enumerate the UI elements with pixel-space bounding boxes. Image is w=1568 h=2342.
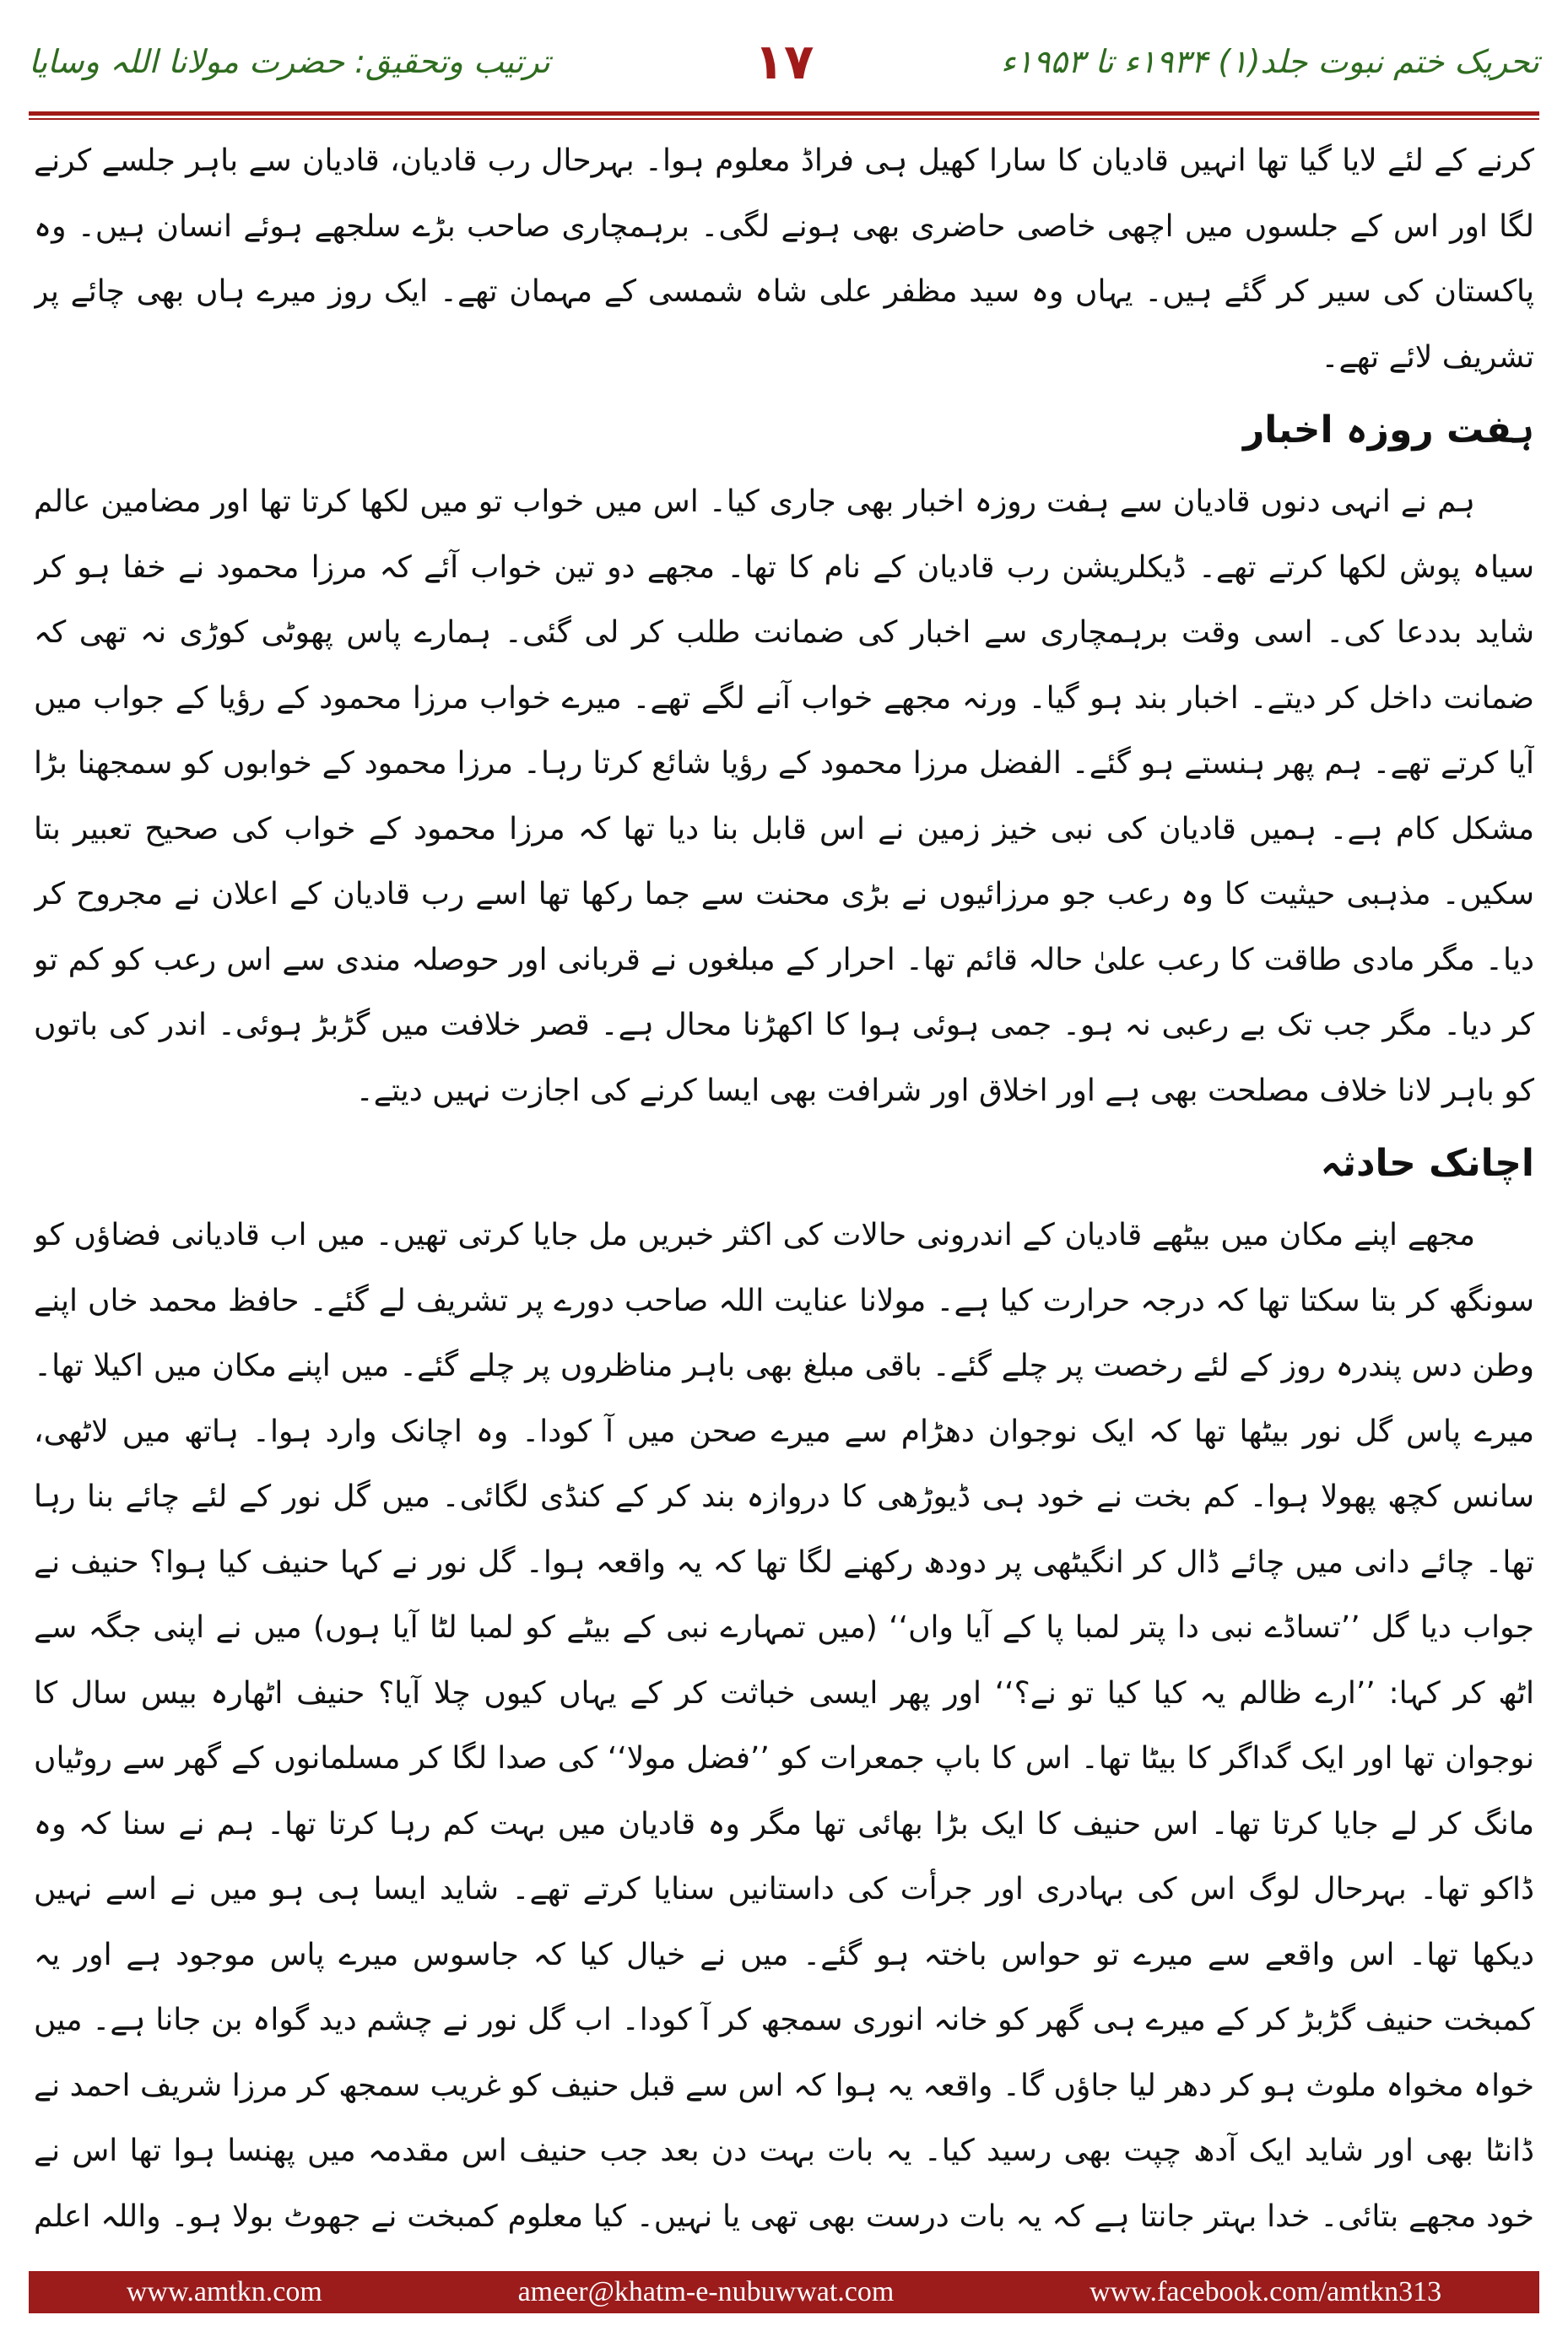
paragraph-sudden-incident: مجھے اپنے مکان میں بیٹھے قادیان کے اندرونی حالات کی اکثر خبریں مل جایا کرتی تھیں۔ میں اب قادیانی فضاؤں کو سونگھ کر بتا سکتا تھا کہ درجہ حرارت کیا ہے۔ مولانا عنایت اللہ صاحب دورے پر تشریف لے گئے۔ حافظ محمد خاں اپنے وطن دس پندرہ روز کے لئے رخصت پر چلے گئے۔ باقی مبلغ بھی باہر مناظروں پر چلے گئے۔ میں اپنے مکان میں اکیلا تھا۔ میرے پاس گل نور بیٹھا تھا کہ ایک نوجوان دھڑام سے میرے صحن میں آ کودا۔ وہ اچانک وارد ہوا۔ ہاتھ میں لاٹھی، سانس کچھ پھولا ہوا۔ کم بخت نے خود ہی ڈیوڑھی کا دروازہ بند کر کے کنڈی لگائی۔ میں گل نور کے لئے چائے بنا رہا تھا۔ چائے دانی میں چائے ڈال کر انگیٹھی پر دودھ رکھنے لگا تھا کہ یہ واقعہ ہوا۔ گل نور نے کہا حنیف کیا ہوا؟ حنیف نے جواب دیا گل ’’تساڈے نبی دا پتر لمبا پا کے آیا واں‘‘ (میں تمہارے نبی کے بیٹے کو لمبا لٹا آیا ہوں) میں نے اپنی جگہ سے اٹھ کر کہا: ’’ارے ظالم یہ کیا کیا تو نے؟‘‘ اور پھر ایسی خباثت کر کے یہاں کیوں چلا آیا؟ حنیف اٹھارہ بیس سال کا نوجوان تھا اور ایک گداگر کا بیٹا تھا۔ اس کا باپ جمعرات کو ’’فضل مولا‘‘ کی صدا لگا کر مسلمانوں کے گھر سے روٹیاں مانگ کر لے جایا کرتا تھا۔ اس حنیف کا ایک بڑا بھائی تھا مگر وہ قادیان میں بہت کم رہا کرتا تھا۔ ہم نے سنا کہ وہ ڈاکو تھا۔ بہرحال لوگ اس کی بہادری اور جرأت کی داستانیں سنایا کرتے تھے۔ شاید ایسا ہی ہو میں نے اسے نہیں دیکھا تھا۔ اس واقعے سے میرے تو حواس باختہ ہو گئے۔ میں نے خیال کیا کہ جاسوس میرے پاس موجود ہے اور یہ کمبخت حنیف گڑبڑ کر کے میرے ہی گھر کو خانہ انوری سمجھ کر آ کودا۔ اب گل نور نے چشم دید گواہ بن جانا ہے۔ میں خواہ مخواہ ملوث ہو کر دھر لیا جاؤں گا۔ واقعہ یہ ہوا کہ اس سے قبل حنیف کو غریب سمجھ کر مرزا شریف احمد نے ڈانٹا بھی اور شاید ایک آدھ چپت بھی رسید کیا۔ یہ بات بہت دن بعد جب حنیف اس مقدمہ میں پھنسا ہوا تھا اس نے خود مجھے بتائی۔ خدا بہتر جانتا ہے کہ یہ بات درست بھی تھی یا نہیں۔ کیا معلوم کمبخت نے جھوٹ بولا ہو۔ واللہ اعلم — [34, 1218, 1534, 2234]
book-title: تحریک ختم نبوت جلد(۱) ۱۹۳۴ء تا ۱۹۵۳ء — [1000, 43, 1539, 80]
section-heading-weekly-newspaper: ہفت روزہ اخبار — [1242, 408, 1534, 452]
footer-email-link[interactable]: ameer@khatm-e-nubuwwat.com — [517, 2276, 895, 2307]
page-number: ۱۷ — [754, 33, 814, 90]
page-footer — [29, 2271, 1539, 2313]
footer-website-link[interactable]: www.amtkn.com — [126, 2276, 322, 2307]
compiler-credit: ترتیب وتحقیق: حضرت مولانا اللہ وسایا — [29, 43, 550, 80]
section-heading-sudden-incident: اچانک حادثہ — [1320, 1142, 1534, 1185]
paragraph-intro: کرنے کے لئے لایا گیا تھا انہیں قادیان کا سارا کھیل ہی فراڈ معلوم ہوا۔ بہرحال رب قادیان، قادیان سے باہر جلسے کرنے لگا اور اس کے جلسوں میں اچھی خاصی حاضری بھی ہونے لگی۔ برہمچاری صاحب بڑے سلجھے ہوئے انسان ہیں۔ وہ پاکستان کی سیر کر گئے ہیں۔ یہاں وہ سید مظفر علی شاہ شمسی کے مہمان تھے۔ ایک روز میرے ہاں بھی چائے پر تشریف لائے تھے۔ — [34, 143, 1534, 375]
paragraph-weekly-newspaper: ہم نے انہی دنوں قادیان سے ہفت روزہ اخبار بھی جاری کیا۔ اس میں خواب تو میں لکھا کرتا تھا اور مضامین عالم سیاہ پوش لکھا کرتے تھے۔ ڈیکلریشن رب قادیان کے نام کا تھا۔ مجھے دو تین خواب آئے کہ مرزا محمود نے خفا ہو کر شاید بددعا کی۔ اسی وقت برہمچاری سے اخبار کی ضمانت طلب کر لی گئی۔ ہمارے پاس پھوٹی کوڑی نہ تھی کہ ضمانت داخل کر دیتے۔ اخبار بند ہو گیا۔ ورنہ مجھے خواب آنے لگے تھے۔ میرے خواب مرزا محمود کے رؤیا کے جواب میں آیا کرتے تھے۔ ہم پھر ہنستے ہو گئے۔ الفضل مرزا محمود کے رؤیا شائع کرتا رہا۔ مرزا محمود کے خوابوں کو سمجھنا بڑا مشکل کام ہے۔ ہمیں قادیان کی نبی خیز زمین نے اس قابل بنا دیا تھا کہ مرزا محمود کے خواب کی صحیح تعبیر بتا سکیں۔ مذہبی حیثیت کا وہ رعب جو مرزائیوں نے بڑی محنت سے جما رکھا تھا اسے رب قادیان کے اعلان نے مجروح کر دیا۔ مگر مادی طاقت کا رعب علیٰ حالہ قائم تھا۔ احرار کے مبلغوں نے قربانی اور حوصلہ مندی سے اس رعب کو کم تو کر دیا۔ مگر جب تک بے رعبی نہ ہو۔ جمی ہوئی ہوا کا اکھڑنا محال ہے۔ قصر خلافت میں گڑبڑ ہوئی۔ اندر کی باتوں کو باہر لانا خلاف مصلحت بھی ہے اور اخلاق اور شرافت بھی ایسا کرنے کی اجازت نہیں دیتے۔ — [34, 484, 1534, 1108]
header-divider — [29, 111, 1539, 120]
page-header — [29, 24, 1539, 100]
page-body — [34, 128, 1534, 2249]
footer-facebook-link[interactable]: www.facebook.com/amtkn313 — [1089, 2276, 1442, 2307]
